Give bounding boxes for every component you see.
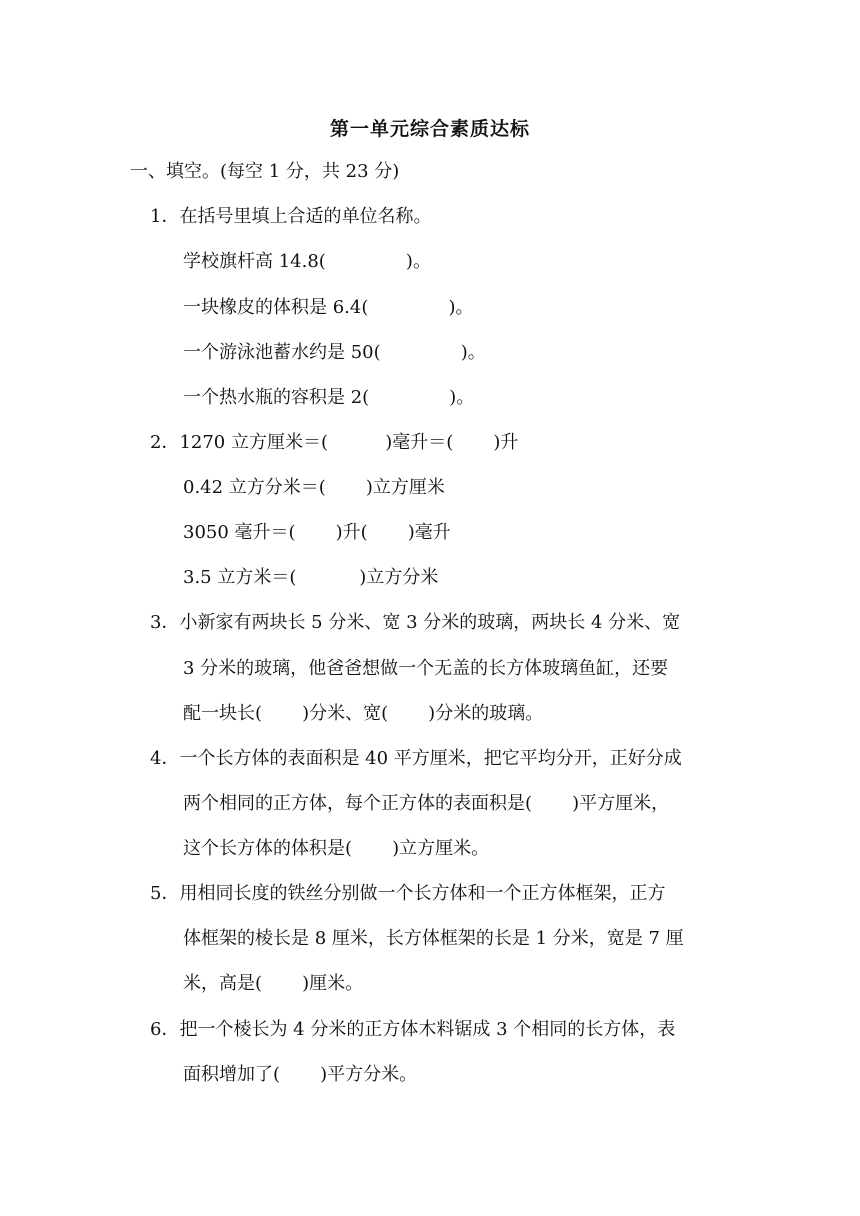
question-3-line-2: 3 分米的玻璃，他爸爸想做一个无盖的长方体玻璃鱼缸，还要 [183,658,669,679]
question-1-line-3: 一个游泳池蓄水约是 50( )。 [183,342,486,363]
question-1-line-2: 一块橡皮的体积是 6.4( )。 [183,297,474,318]
question-4-line-3: 这个长方体的体积是( )立方厘米。 [183,838,490,859]
question-5-line-3: 米，高是( )厘米。 [183,973,364,994]
question-3-line-1: 3．小新家有两块长 5 分米、宽 3 分米的玻璃，两块长 4 分米、宽 [150,612,681,633]
question-1-line-1: 学校旗杆高 14.8( )。 [183,251,431,272]
question-2-line-3: 3050 毫升＝( )升( )毫升 [183,522,451,543]
question-2-line-4: 3.5 立方米＝( )立方分米 [183,567,439,588]
question-1-stem: 1．在括号里填上合适的单位名称。 [150,206,432,227]
page-title: 第一单元综合素质达标 [329,118,530,140]
question-4-line-1: 4．一个长方体的表面积是 40 平方厘米，把它平均分开，正好分成 [150,748,682,769]
question-6-line-1: 6．把一个棱长为 4 分米的正方体木料锯成 3 个相同的长方体，表 [150,1019,676,1040]
question-3-line-3: 配一块长( )分米、宽( )分米的玻璃。 [183,703,544,724]
question-1-line-4: 一个热水瓶的容积是 2( )。 [183,387,475,408]
question-5-line-2: 体框架的棱长是 8 厘米，长方体框架的长是 1 分米，宽是 7 厘 [183,928,684,949]
question-2-line-2: 0.42 立方分米＝( )立方厘米 [183,477,445,498]
question-6-line-2: 面积增加了( )平方分米。 [183,1064,418,1085]
section-heading: 一、填空。(每空 1 分，共 23 分) [130,161,400,182]
question-2-line-1: 2．1270 立方厘米＝( )毫升＝( )升 [150,432,519,453]
question-4-line-2: 两个相同的正方体，每个正方体的表面积是( )平方厘米， [183,793,670,814]
question-5-line-1: 5．用相同长度的铁丝分别做一个长方体和一个正方体框架，正方 [150,883,666,904]
